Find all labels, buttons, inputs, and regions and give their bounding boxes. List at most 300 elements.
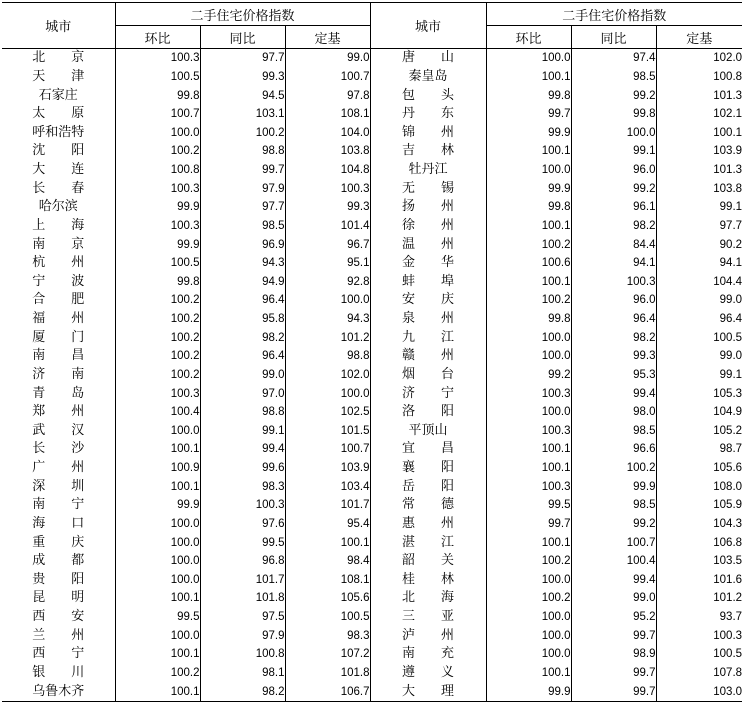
right-base-value: 99.1 xyxy=(656,366,742,385)
right-yoy-value: 99.2 xyxy=(571,515,656,534)
right-city-name: 韶 关 xyxy=(370,552,486,571)
table-row xyxy=(2,235,742,254)
left-city-name: 西 安 xyxy=(32,609,85,625)
left-yoy-value: 97.7 xyxy=(200,49,285,68)
right-mom-value: 100.0 xyxy=(486,626,571,645)
right-city-name: 泉 州 xyxy=(370,310,486,329)
right-city-name: 岳 阳 xyxy=(370,477,486,496)
left-yoy-value: 99.7 xyxy=(200,161,285,180)
right-mom-value: 99.7 xyxy=(486,105,571,124)
left-mom-value: 100.2 xyxy=(115,310,200,329)
right-city-name: 安 庆 xyxy=(370,291,486,310)
right-base-value: 105.6 xyxy=(656,459,742,478)
right-base-value: 97.7 xyxy=(656,217,742,236)
left-yoy-value: 96.4 xyxy=(200,291,285,310)
right-yoy-value: 99.7 xyxy=(571,626,656,645)
right-base-value: 105.9 xyxy=(656,496,742,515)
left-mom-value: 100.8 xyxy=(115,161,200,180)
right-mom-value: 100.1 xyxy=(486,273,571,292)
right-yoy-value: 100.7 xyxy=(571,533,656,552)
right-yoy-value: 97.4 xyxy=(571,49,656,68)
left-city-name: 宁 波 xyxy=(32,273,85,289)
left-city-name: 海 口 xyxy=(32,515,85,531)
left-yoy-value: 99.1 xyxy=(200,422,285,441)
right-city-name: 济 宁 xyxy=(370,384,486,403)
right-base-value: 104.3 xyxy=(656,515,742,534)
left-city-name: 上 海 xyxy=(32,217,85,233)
table-row xyxy=(2,533,742,552)
left-base-value: 98.8 xyxy=(285,347,370,366)
right-mom-value: 100.1 xyxy=(486,664,571,683)
left-yoy-value: 97.7 xyxy=(200,198,285,217)
header-city-left: 城市 xyxy=(45,20,72,35)
right-base-value: 103.9 xyxy=(656,142,742,161)
table-row xyxy=(2,68,742,87)
right-base-value: 101.6 xyxy=(656,571,742,590)
right-mom-value: 99.8 xyxy=(486,86,571,105)
right-mom-value: 100.0 xyxy=(486,645,571,664)
left-city-name: 杭 州 xyxy=(32,255,85,271)
left-yoy-value: 97.9 xyxy=(200,626,285,645)
left-base-value: 101.5 xyxy=(285,422,370,441)
table-row xyxy=(2,496,742,515)
right-base-value: 104.9 xyxy=(656,403,742,422)
table-row xyxy=(2,49,742,68)
right-yoy-value: 98.9 xyxy=(571,645,656,664)
left-mom-value: 100.1 xyxy=(115,477,200,496)
left-mom-value: 100.3 xyxy=(115,49,200,68)
left-mom-value: 99.9 xyxy=(115,198,200,217)
left-base-value: 108.1 xyxy=(285,105,370,124)
right-base-value: 105.3 xyxy=(656,384,742,403)
right-mom-value: 100.6 xyxy=(486,254,571,273)
left-city-name: 大 连 xyxy=(32,162,85,178)
left-yoy-value: 99.4 xyxy=(200,440,285,459)
left-yoy-value: 101.7 xyxy=(200,571,285,590)
left-base-value: 100.5 xyxy=(285,608,370,627)
right-yoy-value: 98.2 xyxy=(571,328,656,347)
right-mom-value: 100.1 xyxy=(486,440,571,459)
left-mom-value: 100.2 xyxy=(115,347,200,366)
right-yoy-value: 95.3 xyxy=(571,366,656,385)
right-yoy-value: 99.7 xyxy=(571,682,656,701)
right-yoy-value: 99.2 xyxy=(571,86,656,105)
right-base-value: 104.4 xyxy=(656,273,742,292)
right-mom-value: 100.2 xyxy=(486,291,571,310)
left-mom-value: 100.0 xyxy=(115,552,200,571)
right-mom-value: 99.9 xyxy=(486,179,571,198)
left-city-name: 郑 州 xyxy=(32,404,85,420)
left-city-name: 太 原 xyxy=(32,106,85,122)
left-city-name: 银 川 xyxy=(32,664,85,680)
right-mom-value: 100.1 xyxy=(486,533,571,552)
header-base-left: 定基 xyxy=(285,26,370,49)
left-yoy-value: 99.5 xyxy=(200,533,285,552)
right-mom-value: 99.9 xyxy=(486,124,571,143)
right-yoy-value: 99.2 xyxy=(571,179,656,198)
table-row xyxy=(2,347,742,366)
left-mom-value: 100.3 xyxy=(115,179,200,198)
price-index-table xyxy=(2,2,742,702)
left-mom-value: 99.8 xyxy=(115,273,200,292)
left-mom-value: 100.1 xyxy=(115,440,200,459)
right-city-name: 吉 林 xyxy=(370,142,486,161)
right-yoy-value: 100.2 xyxy=(571,459,656,478)
left-base-value: 101.8 xyxy=(285,664,370,683)
right-city-name: 赣 州 xyxy=(370,347,486,366)
right-mom-value: 99.2 xyxy=(486,366,571,385)
right-yoy-value: 99.4 xyxy=(571,571,656,590)
table-row xyxy=(2,459,742,478)
left-base-value: 107.2 xyxy=(285,645,370,664)
right-city-name: 蚌 埠 xyxy=(370,273,486,292)
left-yoy-value: 96.9 xyxy=(200,235,285,254)
left-base-value: 95.4 xyxy=(285,515,370,534)
right-base-value: 90.2 xyxy=(656,235,742,254)
table-row xyxy=(2,664,742,683)
right-city-name: 常 德 xyxy=(370,496,486,515)
left-city-name: 深 圳 xyxy=(32,478,85,494)
right-base-value: 100.5 xyxy=(656,328,742,347)
right-yoy-value: 99.4 xyxy=(571,384,656,403)
right-mom-value: 100.0 xyxy=(486,608,571,627)
right-yoy-value: 99.9 xyxy=(571,477,656,496)
right-city-name: 平顶山 xyxy=(370,422,486,441)
right-city-name: 宜 昌 xyxy=(370,440,486,459)
left-base-value: 106.7 xyxy=(285,682,370,701)
left-mom-value: 99.5 xyxy=(115,608,200,627)
table-row xyxy=(2,198,742,217)
right-base-value: 106.8 xyxy=(656,533,742,552)
table-row xyxy=(2,328,742,347)
left-base-value: 103.4 xyxy=(285,477,370,496)
right-mom-value: 99.8 xyxy=(486,198,571,217)
left-city-name: 济 南 xyxy=(32,366,85,382)
right-base-value: 107.8 xyxy=(656,664,742,683)
left-base-value: 101.7 xyxy=(285,496,370,515)
left-yoy-value: 98.8 xyxy=(200,142,285,161)
left-base-value: 98.4 xyxy=(285,552,370,571)
left-yoy-value: 98.5 xyxy=(200,217,285,236)
left-mom-value: 100.5 xyxy=(115,68,200,87)
right-yoy-value: 95.2 xyxy=(571,608,656,627)
left-mom-value: 100.1 xyxy=(115,645,200,664)
left-city-name: 厦 门 xyxy=(32,329,85,345)
right-yoy-value: 100.0 xyxy=(571,124,656,143)
right-yoy-value: 99.3 xyxy=(571,347,656,366)
right-base-value: 100.1 xyxy=(656,124,742,143)
right-mom-value: 100.3 xyxy=(486,422,571,441)
left-base-value: 102.5 xyxy=(285,403,370,422)
table-row xyxy=(2,571,742,590)
left-yoy-value: 96.4 xyxy=(200,347,285,366)
left-city-name: 沈 阳 xyxy=(32,143,85,159)
table-row xyxy=(2,440,742,459)
right-city-name: 扬 州 xyxy=(370,198,486,217)
table-row xyxy=(2,645,742,664)
left-mom-value: 100.7 xyxy=(115,105,200,124)
table-row xyxy=(2,589,742,608)
left-city-name: 长 沙 xyxy=(32,441,85,457)
left-mom-value: 99.9 xyxy=(115,235,200,254)
header-yoy-left: 同比 xyxy=(200,26,285,49)
right-mom-value: 100.2 xyxy=(486,552,571,571)
right-base-value: 94.1 xyxy=(656,254,742,273)
left-yoy-value: 94.9 xyxy=(200,273,285,292)
right-mom-value: 100.0 xyxy=(486,347,571,366)
table-row xyxy=(2,86,742,105)
right-mom-value: 100.0 xyxy=(486,571,571,590)
right-city-name: 泸 州 xyxy=(370,626,486,645)
right-yoy-value: 94.1 xyxy=(571,254,656,273)
table-row xyxy=(2,273,742,292)
right-yoy-value: 96.1 xyxy=(571,198,656,217)
table-row xyxy=(2,254,742,273)
left-yoy-value: 94.3 xyxy=(200,254,285,273)
left-mom-value: 100.0 xyxy=(115,124,200,143)
left-mom-value: 100.3 xyxy=(115,384,200,403)
left-yoy-value: 98.8 xyxy=(200,403,285,422)
right-mom-value: 99.5 xyxy=(486,496,571,515)
left-base-value: 100.7 xyxy=(285,440,370,459)
right-mom-value: 100.3 xyxy=(486,384,571,403)
right-base-value: 99.0 xyxy=(656,291,742,310)
table-row xyxy=(2,366,742,385)
right-city-name: 温 州 xyxy=(370,235,486,254)
header-yoy-right: 同比 xyxy=(571,26,656,49)
right-yoy-value: 84.4 xyxy=(571,235,656,254)
left-city-name: 南 宁 xyxy=(32,497,85,513)
header-index-group-left: 二手住宅价格指数 xyxy=(115,3,370,26)
left-city-name: 西 宁 xyxy=(32,646,85,662)
left-yoy-value: 94.5 xyxy=(200,86,285,105)
left-base-value: 100.1 xyxy=(285,533,370,552)
left-city-name: 北 京 xyxy=(32,50,85,66)
left-base-value: 92.8 xyxy=(285,273,370,292)
left-base-value: 98.3 xyxy=(285,626,370,645)
left-city-name: 南 昌 xyxy=(32,348,85,364)
left-mom-value: 100.0 xyxy=(115,515,200,534)
left-yoy-value: 98.3 xyxy=(200,477,285,496)
table-row xyxy=(2,552,742,571)
left-city-name: 石家庄 xyxy=(38,87,78,103)
left-base-value: 100.7 xyxy=(285,68,370,87)
right-base-value: 105.2 xyxy=(656,422,742,441)
table-row xyxy=(2,142,742,161)
left-base-value: 99.0 xyxy=(285,49,370,68)
table-row xyxy=(2,515,742,534)
left-yoy-value: 100.3 xyxy=(200,496,285,515)
left-mom-value: 100.5 xyxy=(115,254,200,273)
right-base-value: 103.0 xyxy=(656,682,742,701)
left-mom-value: 100.1 xyxy=(115,589,200,608)
right-city-name: 襄 阳 xyxy=(370,459,486,478)
left-mom-value: 99.8 xyxy=(115,86,200,105)
right-base-value: 102.1 xyxy=(656,105,742,124)
header-city-right: 城市 xyxy=(370,3,486,49)
table-row xyxy=(2,310,742,329)
left-base-value: 108.1 xyxy=(285,571,370,590)
right-base-value: 93.7 xyxy=(656,608,742,627)
right-mom-value: 100.3 xyxy=(486,477,571,496)
right-yoy-value: 98.5 xyxy=(571,68,656,87)
table-row xyxy=(2,384,742,403)
left-base-value: 100.3 xyxy=(285,179,370,198)
left-yoy-value: 98.1 xyxy=(200,664,285,683)
table-row xyxy=(2,217,742,236)
right-city-name: 遵 义 xyxy=(370,664,486,683)
table-row xyxy=(2,626,742,645)
left-yoy-value: 99.3 xyxy=(200,68,285,87)
left-yoy-value: 100.2 xyxy=(200,124,285,143)
table-row xyxy=(2,608,742,627)
left-base-value: 103.9 xyxy=(285,459,370,478)
right-city-name: 牡丹江 xyxy=(370,161,486,180)
right-base-value: 100.5 xyxy=(656,645,742,664)
left-yoy-value: 99.6 xyxy=(200,459,285,478)
right-mom-value: 100.0 xyxy=(486,403,571,422)
right-mom-value: 100.2 xyxy=(486,589,571,608)
left-base-value: 101.2 xyxy=(285,328,370,347)
right-base-value: 99.0 xyxy=(656,347,742,366)
right-base-value: 101.3 xyxy=(656,161,742,180)
left-mom-value: 100.0 xyxy=(115,571,200,590)
header-index-group-right: 二手住宅价格指数 xyxy=(486,3,742,26)
header-mom-right: 环比 xyxy=(486,26,571,49)
left-yoy-value: 99.0 xyxy=(200,366,285,385)
right-base-value: 99.1 xyxy=(656,198,742,217)
right-city-name: 三 亚 xyxy=(370,608,486,627)
left-city-name: 武 汉 xyxy=(32,422,85,438)
left-yoy-value: 97.0 xyxy=(200,384,285,403)
right-yoy-value: 98.5 xyxy=(571,496,656,515)
left-mom-value: 100.2 xyxy=(115,664,200,683)
left-base-value: 104.0 xyxy=(285,124,370,143)
right-mom-value: 100.1 xyxy=(486,142,571,161)
right-yoy-value: 99.0 xyxy=(571,589,656,608)
table-row xyxy=(2,161,742,180)
right-yoy-value: 96.4 xyxy=(571,310,656,329)
right-yoy-value: 96.0 xyxy=(571,291,656,310)
right-city-name: 徐 州 xyxy=(370,217,486,236)
right-mom-value: 100.0 xyxy=(486,328,571,347)
left-yoy-value: 96.8 xyxy=(200,552,285,571)
right-base-value: 100.8 xyxy=(656,68,742,87)
right-yoy-value: 99.8 xyxy=(571,105,656,124)
left-city-name: 广 州 xyxy=(32,460,85,476)
header-base-right: 定基 xyxy=(656,26,742,49)
left-mom-value: 100.2 xyxy=(115,328,200,347)
right-mom-value: 100.1 xyxy=(486,217,571,236)
left-base-value: 95.1 xyxy=(285,254,370,273)
left-base-value: 100.0 xyxy=(285,291,370,310)
right-base-value: 103.5 xyxy=(656,552,742,571)
right-city-name: 大 理 xyxy=(370,682,486,701)
left-mom-value: 99.9 xyxy=(115,496,200,515)
right-yoy-value: 99.7 xyxy=(571,664,656,683)
right-base-value: 103.8 xyxy=(656,179,742,198)
right-city-name: 烟 台 xyxy=(370,366,486,385)
left-base-value: 104.8 xyxy=(285,161,370,180)
left-city-name: 昆 明 xyxy=(32,590,85,606)
right-city-name: 锦 州 xyxy=(370,124,486,143)
right-city-name: 洛 阳 xyxy=(370,403,486,422)
left-mom-value: 100.0 xyxy=(115,626,200,645)
left-base-value: 103.8 xyxy=(285,142,370,161)
left-city-name: 长 春 xyxy=(32,180,85,196)
left-mom-value: 100.4 xyxy=(115,403,200,422)
left-base-value: 99.3 xyxy=(285,198,370,217)
left-city-name: 天 津 xyxy=(32,68,85,84)
left-city-name: 兰 州 xyxy=(32,627,85,643)
right-city-name: 包 头 xyxy=(370,86,486,105)
right-city-name: 秦皇岛 xyxy=(370,68,486,87)
right-mom-value: 100.0 xyxy=(486,161,571,180)
right-mom-value: 99.9 xyxy=(486,682,571,701)
left-city-name: 南 京 xyxy=(32,236,85,252)
table-row xyxy=(2,682,742,701)
right-city-name: 金 华 xyxy=(370,254,486,273)
left-mom-value: 100.0 xyxy=(115,422,200,441)
left-base-value: 94.3 xyxy=(285,310,370,329)
table-row xyxy=(2,124,742,143)
left-yoy-value: 95.8 xyxy=(200,310,285,329)
left-mom-value: 100.1 xyxy=(115,682,200,701)
left-base-value: 102.0 xyxy=(285,366,370,385)
right-yoy-value: 100.3 xyxy=(571,273,656,292)
left-base-value: 101.4 xyxy=(285,217,370,236)
left-base-value: 96.7 xyxy=(285,235,370,254)
right-city-name: 唐 山 xyxy=(370,49,486,68)
right-base-value: 101.2 xyxy=(656,589,742,608)
right-yoy-value: 99.1 xyxy=(571,142,656,161)
table-row xyxy=(2,477,742,496)
left-city-name: 成 都 xyxy=(32,553,85,569)
right-yoy-value: 98.2 xyxy=(571,217,656,236)
right-mom-value: 100.0 xyxy=(486,49,571,68)
left-city-name: 合 肥 xyxy=(32,292,85,308)
right-mom-value: 99.8 xyxy=(486,310,571,329)
left-city-name: 哈尔滨 xyxy=(38,199,78,215)
left-yoy-value: 98.2 xyxy=(200,328,285,347)
left-city-name: 乌鲁木齐 xyxy=(2,682,115,701)
left-yoy-value: 101.8 xyxy=(200,589,285,608)
right-city-name: 北 海 xyxy=(370,589,486,608)
right-city-name: 桂 林 xyxy=(370,571,486,590)
table-header xyxy=(2,3,742,49)
left-mom-value: 100.0 xyxy=(115,533,200,552)
right-yoy-value: 98.5 xyxy=(571,422,656,441)
right-base-value: 96.4 xyxy=(656,310,742,329)
left-city-name: 青 岛 xyxy=(32,385,85,401)
right-mom-value: 100.1 xyxy=(486,68,571,87)
right-city-name: 南 充 xyxy=(370,645,486,664)
right-city-name: 无 锡 xyxy=(370,179,486,198)
right-city-name: 惠 州 xyxy=(370,515,486,534)
left-yoy-value: 100.8 xyxy=(200,645,285,664)
left-mom-value: 100.3 xyxy=(115,217,200,236)
left-base-value: 105.6 xyxy=(285,589,370,608)
left-yoy-value: 97.6 xyxy=(200,515,285,534)
right-city-name: 湛 江 xyxy=(370,533,486,552)
table-row xyxy=(2,422,742,441)
left-city-name: 重 庆 xyxy=(32,534,85,550)
right-base-value: 102.0 xyxy=(656,49,742,68)
table-row xyxy=(2,291,742,310)
header-mom-left: 环比 xyxy=(115,26,200,49)
left-mom-value: 100.2 xyxy=(115,142,200,161)
right-city-name: 九 江 xyxy=(370,328,486,347)
